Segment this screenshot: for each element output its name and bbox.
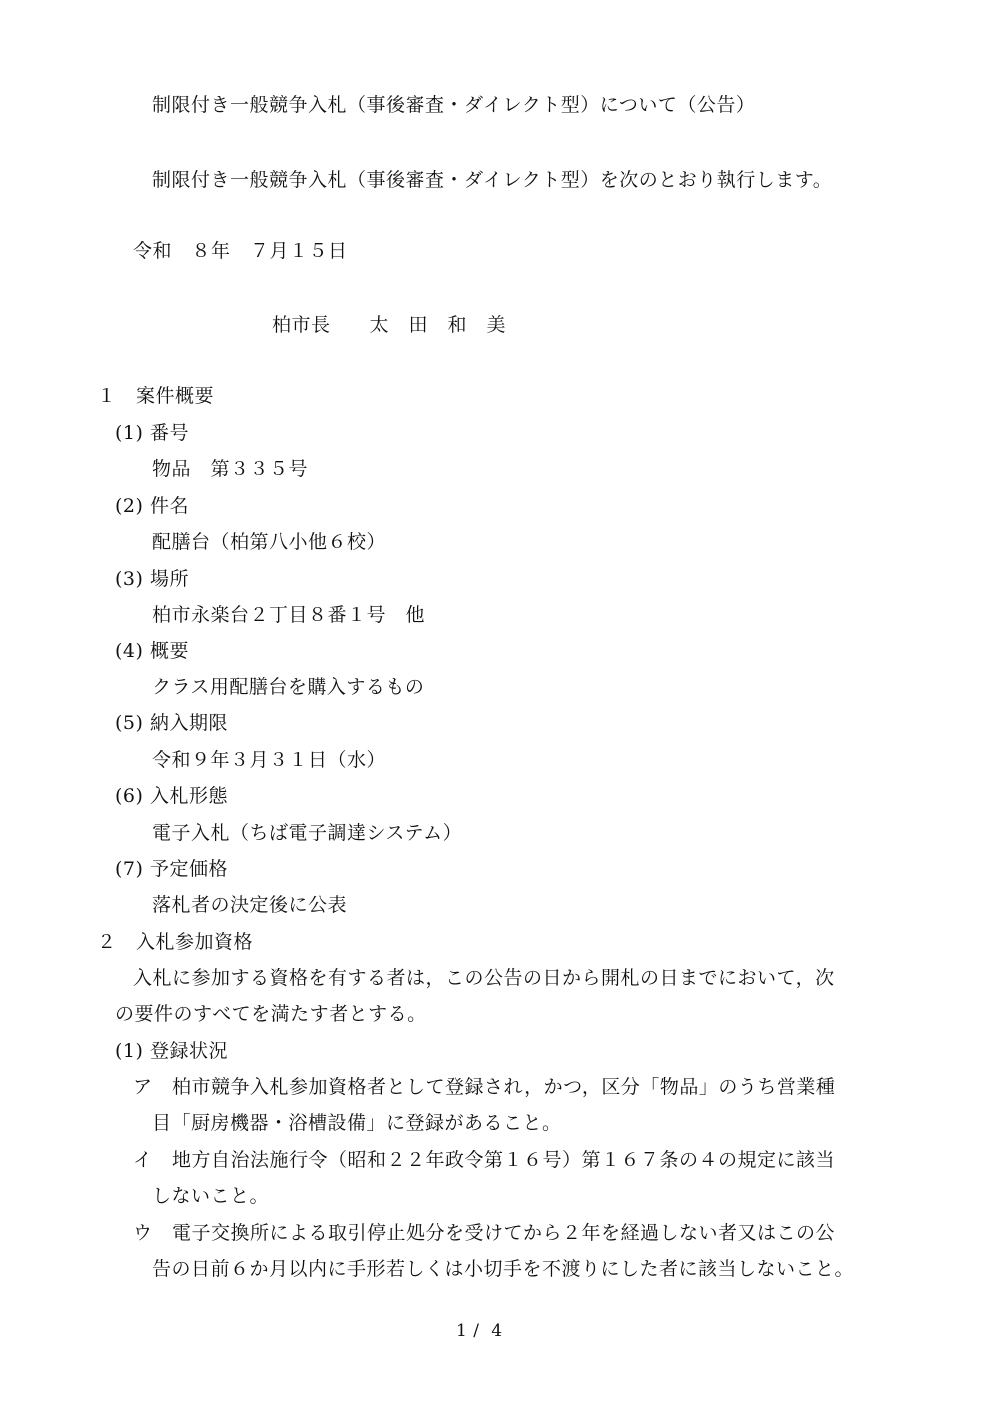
item-value: 物品 第３３５号 bbox=[152, 458, 309, 480]
item-value: クラス用配膳台を購入するもの bbox=[152, 676, 425, 698]
item-label: (6) 入札形態 bbox=[115, 785, 228, 807]
item-value: 配膳台（柏第八小他６校） bbox=[152, 531, 387, 553]
item-value: 令和９年３月３１日（水） bbox=[152, 749, 387, 771]
list-item-line: 地方自治法施行令（昭和２２年政令第１６号）第１６７条の４の規定に該当 bbox=[172, 1149, 836, 1171]
section-heading: ２ 入札参加資格 bbox=[97, 931, 254, 953]
list-marker: イ bbox=[133, 1149, 153, 1171]
list-marker: ア bbox=[133, 1076, 153, 1098]
item-value: 電子入札（ちば電子調達システム） bbox=[152, 822, 463, 844]
item-label: (4) 概要 bbox=[115, 640, 189, 662]
item-label: (5) 納入期限 bbox=[115, 712, 228, 734]
paragraph-line: の要件のすべてを満たす者とする。 bbox=[115, 1003, 427, 1025]
item-label: (1) 番号 bbox=[115, 422, 189, 444]
item-value: 柏市永楽台２丁目８番１号 他 bbox=[152, 604, 426, 626]
date: 令和 ８年 ７月１５日 bbox=[133, 240, 348, 262]
list-marker: ウ bbox=[133, 1222, 153, 1244]
document-title: 制限付き一般競争入札（事後審査・ダイレクト型）について（公告） bbox=[152, 94, 756, 116]
item-label: (3) 場所 bbox=[115, 568, 189, 590]
subsection-label: (1) 登録状況 bbox=[115, 1040, 228, 1062]
section-heading: １ 案件概要 bbox=[97, 385, 215, 407]
list-item-line: しないこと。 bbox=[152, 1185, 270, 1207]
paragraph-line: 入札に参加する資格を有する者は，この公告の日から開札の日までにおいて，次 bbox=[133, 967, 835, 989]
list-item-line: 目「厨房機器・浴槽設備」に登録があること。 bbox=[152, 1112, 562, 1134]
item-label: (2) 件名 bbox=[115, 495, 189, 517]
item-value: 落札者の決定後に公表 bbox=[152, 894, 348, 916]
signer: 柏市長 太 田 和 美 bbox=[272, 314, 507, 336]
list-item-line: 柏市競争入札参加資格者として登録され，かつ，区分「物品」のうち営業種 bbox=[172, 1076, 836, 1098]
item-label: (7) 予定価格 bbox=[115, 858, 228, 880]
list-item-line: 電子交換所による取引停止処分を受けてから２年を経過しない者又はこの公 bbox=[172, 1222, 836, 1244]
page-number: 1 / 4 bbox=[456, 1321, 503, 1341]
list-item-line: 告の日前６か月以内に手形若しくは小切手を不渡りにした者に該当しないこと。 bbox=[152, 1258, 855, 1280]
intro-text: 制限付き一般競争入札（事後審査・ダイレクト型）を次のとおり執行します。 bbox=[152, 169, 833, 191]
